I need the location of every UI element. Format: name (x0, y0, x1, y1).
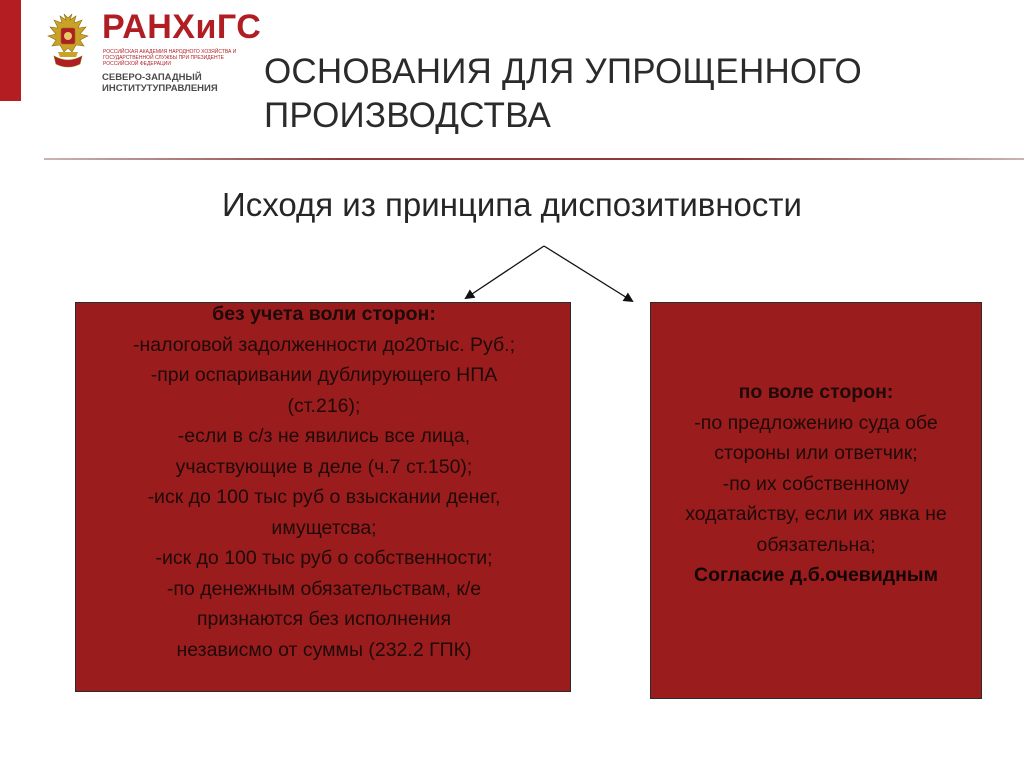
no-consent-line: участвующие в деле (ч.7 ст.150); (175, 455, 473, 478)
no-consent-line: признаются без исполнения (196, 608, 452, 630)
by-consent-line: -по предложению суда обе (694, 411, 938, 434)
by-consent-line: ходатайству, если их явка не (685, 503, 947, 525)
no-consent-heading: без учета воли сторон: (212, 303, 436, 325)
by-consent-heading: по воле сторон: (738, 381, 894, 403)
by-consent-emphasis: Согласие д.б.очевидным (693, 564, 939, 586)
no-consent-line: -при оспаривании дублирующего НПА (150, 364, 498, 386)
arrow-right (544, 246, 632, 301)
by-consent-line: стороны или ответчик; (714, 442, 918, 464)
by-consent-line: обязательна; (756, 533, 876, 556)
no-consent-box (75, 302, 571, 692)
no-consent-line: независмо от суммы (232.2 ГПК) (176, 638, 472, 661)
no-consent-line: -иск до 100 тыс руб о взыскании денег, (147, 486, 501, 508)
by-consent-line: -по их собственному (722, 472, 910, 495)
no-consent-line: -налоговой задолженности до20тыс. Руб.; (132, 333, 516, 356)
no-consent-line: -по денежным обязательствам, к/е (166, 577, 482, 600)
no-consent-line: (ст.216); (287, 394, 361, 417)
by-consent-text (641, 377, 991, 591)
logo-full-name: РОССИЙСКАЯ АКАДЕМИЯ НАРОДНОГО ХОЗЯЙСТВА И ГОСУДАРСТВЕННОЙ СЛУЖБЫ ПРИ ПРЕЗИДЕНТЕ РОССИЙСКОЙ ФЕДЕРАЦИИ (103, 49, 237, 67)
logo-branch-line2: ИНСТИТУТУПРАВЛЕНИЯ (102, 83, 218, 94)
no-consent-line: имущетсва; (271, 516, 377, 539)
slide-subtitle: Исходя из принципа диспозитивности (222, 186, 802, 223)
by-consent-box (650, 302, 982, 699)
slide-title: ОСНОВАНИЯ ДЛЯ УПРОЩЕННОГО ПРОИЗВОДСТВА (264, 52, 862, 135)
logo-brand: РАНХиГС (102, 8, 262, 46)
arrow-left (466, 246, 544, 298)
no-consent-text (66, 299, 582, 665)
no-consent-line: -если в с/з не явились все лица, (177, 425, 471, 447)
logo-branch-line1: СЕВЕРО-ЗАПАДНЫЙ (102, 72, 202, 83)
no-consent-line: -иск до 100 тыс руб о собственности; (155, 547, 493, 569)
